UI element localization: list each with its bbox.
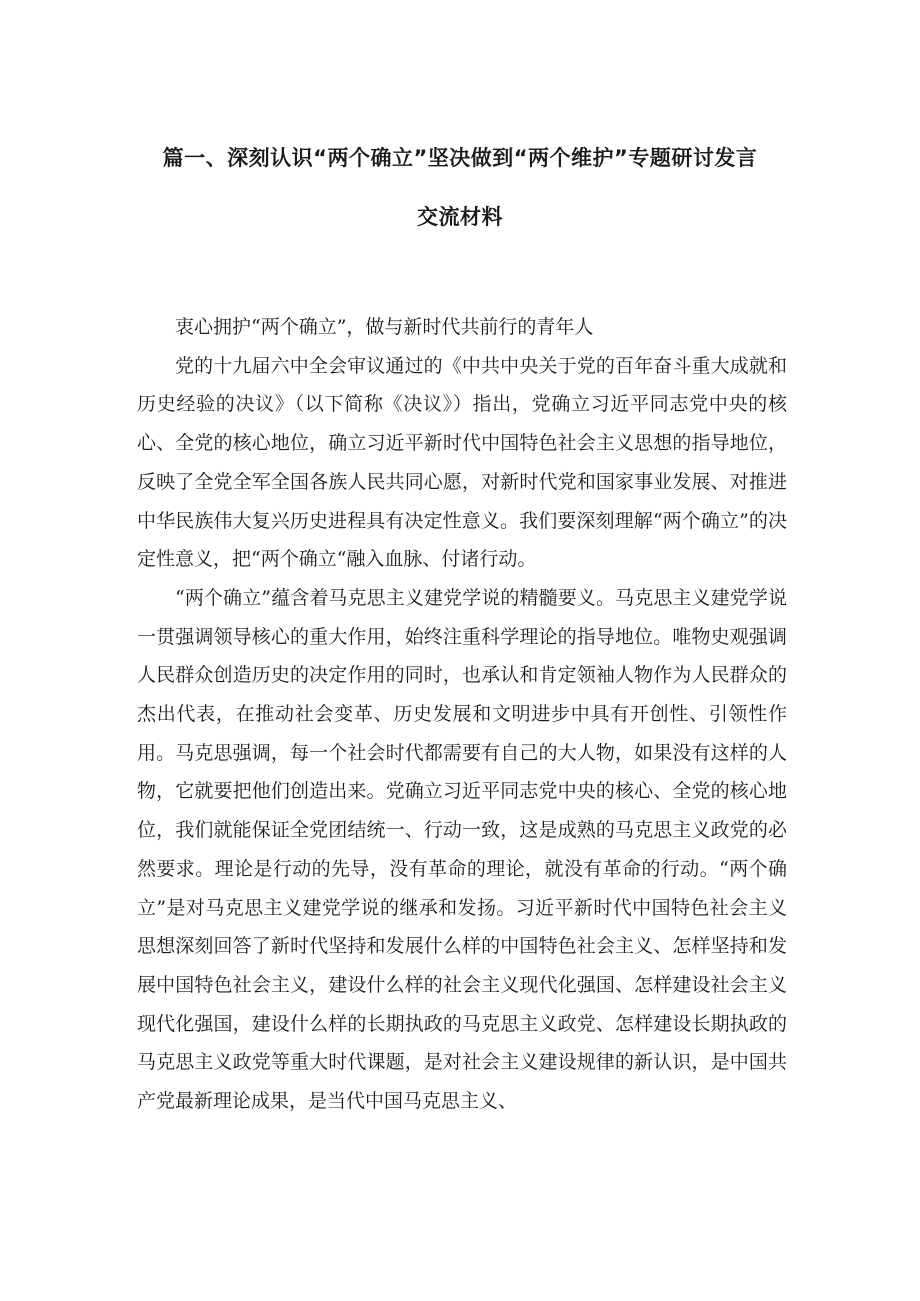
document-subtitle: 衷心拥护“两个确立”，做与新时代共前行的青年人 — [175, 316, 594, 338]
paragraph-1: 党的十九届六中全会审议通过的《中共中央关于党的百年奋斗重大成就和历史经验的决议》（以下简称《决议》）指出，党确立习近平同志党中央的核心、全党的核心地位，确立习近平新时代中国特色社会主义思想的指导地位，反映了全党全军全国各族人民共同心愿，对新时代党和国家事业发展、对推进中华民族伟大复兴历史进程具有决定性意义。我们要深刻理解“两个确立”的决定性意义，把“两个确立“融入血脉、付诸行动。 — [137, 354, 787, 571]
document-title-line-1: 篇一、深刻认识“两个确立”坚决做到“两个维护”专题研讨发言 — [162, 146, 758, 170]
paragraph-2: “两个确立”蕴含着马克思主义建党学说的精髓要义。马克思主义建党学说一贯强调领导核心的重大作用，始终注重科学理论的指导地位。唯物史观强调人民群众创造历史的决定作用的同时，也承认和肯定领袖人物作为人民群众的杰出代表，在推动社会变革、历史发展和文明进步中具有开创性、引领性作用。马克思强调，每一个社会时代都需要有自己的大人物，如果没有这样的人物，它就要把他们创造出来。党确立习近平同志党中央的核心、全党的核心地位，我们就能保证全党团结统一、行动一致，这是成熟的马克思主义政党的必然要求。理论是行动的先导，没有革命的理论，就没有革命的行动。“两个确立”是对马克思主义建党学说的继承和发扬。习近平新时代中国特色社会主义思想深刻回答了新时代坚持和发展什么样的中国特色社会主义、怎样坚持和发展中国特色社会主义，建设什么样的社会主义现代化强国、怎样建设社会主义现代化强国，建设什么样的长期执政的马克思主义政党、怎样建设长期执政的马克思主义政党等重大时代课题，是对社会主义建设规律的新认识，是中国共产党最新理论成果，是当代中国马克思主义、 — [137, 586, 787, 1113]
document-body — [137, 308, 787, 1121]
document-title-line-2: 交流材料 — [417, 205, 503, 229]
